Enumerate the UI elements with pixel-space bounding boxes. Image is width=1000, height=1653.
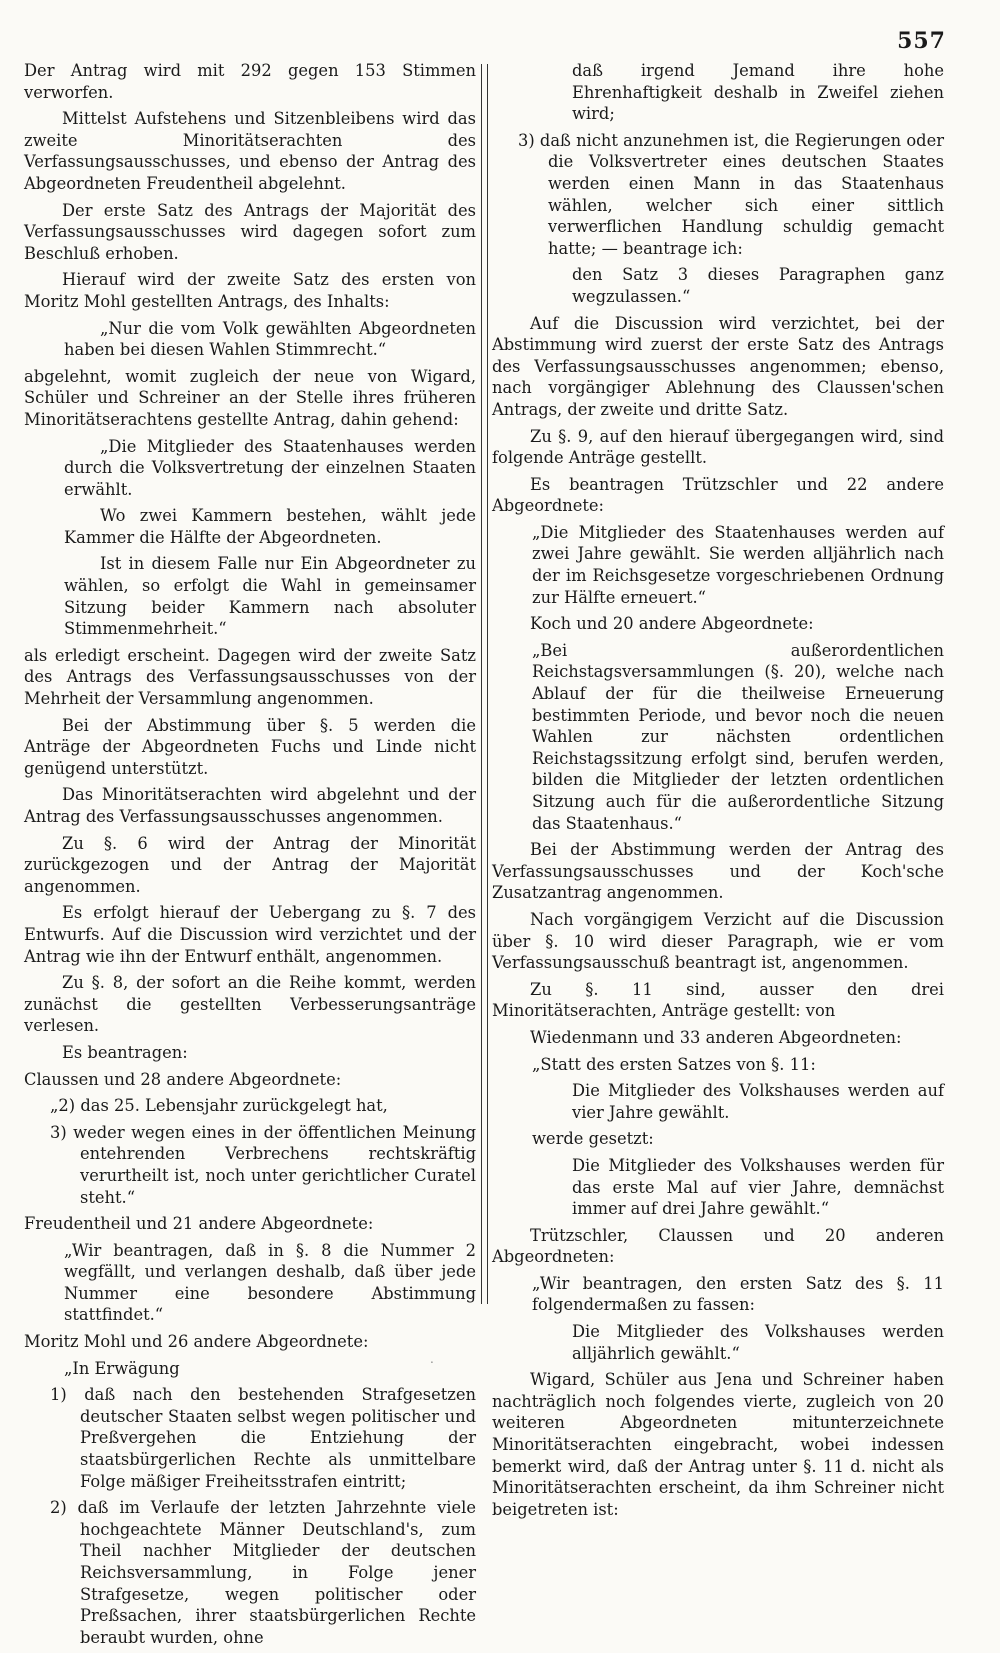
paragraph: Wo zwei Kammern bestehen, wählt jede Kammer die Hälfte der Abgeordneten. <box>64 506 476 547</box>
paragraph: Mittelst Aufstehens und Sitzenbleibens wird das zweite Minoritätserachten des Verfassungsausschusses, und ebenso der Antrag des Abgeordneten Freudentheil abgelehnt. <box>24 109 476 193</box>
paragraph: Trützschler, Claussen und 20 anderen Abgeordneten: <box>492 1225 944 1267</box>
paragraph: Die Mitglieder des Volkshauses werden auf vier Jahre gewählt. <box>572 1081 944 1122</box>
paragraph: Nach vorgängigem Verzicht auf die Discussion über §. 10 wird dieser Paragraph, wie er vom Verfassungsausschuß beantragt ist, angenommen. <box>492 909 944 973</box>
paragraph: Auf die Discussion wird verzichtet, bei der Abstimmung wird zuerst der erste Satz des Antrags des Verfassungsausschusses angenommen; ebenso, nach vorgängiger Ablehnung des Claussen'schen Antrags, der zweite und dritte Satz. <box>492 313 944 419</box>
paragraph: Zu §. 6 wird der Antrag der Minorität zurückgezogen und der Antrag der Majorität angenommen. <box>24 833 476 896</box>
paragraph: Claussen und 28 andere Abgeordnete: <box>24 1069 342 1089</box>
paragraph: Freudentheil und 21 andere Abgeordnete: <box>24 1214 374 1234</box>
paragraph: Wiedenmann und 33 anderen Abgeordneten: <box>530 1027 902 1047</box>
paragraph: „2) das 25. Lebensjahr zurückgelegt hat, <box>50 1096 388 1116</box>
paragraph: „Nur die vom Volk gewählten Abgeordneten haben bei diesen Wahlen Stimmrecht.“ <box>64 318 476 360</box>
paragraph: Die Mitglieder des Volkshauses werden alljährlich gewählt.“ <box>572 1322 944 1363</box>
paragraph: Zu §. 8, der sofort an die Reihe kommt, werden zunächst die gestellten Verbesserungsanträge verlesen. <box>24 973 476 1036</box>
paragraph: Bei der Abstimmung über §. 5 werden die Anträge der Abgeordneten Fuchs und Linde nicht genügend unterstützt. <box>24 715 476 778</box>
paragraph: 3) weder wegen eines in der öffentlichen Meinung entehrenden Verbrechens rechtskräftig verurtheilt ist, noch unter gerichtlicher Curatel steht.“ <box>50 1122 476 1207</box>
paragraph: „In Erwägung <box>64 1358 180 1378</box>
paragraph: werde gesetzt: <box>532 1129 654 1149</box>
paragraph: „Statt des ersten Satzes von §. 11: <box>532 1054 816 1074</box>
paragraph: Zu §. 9, auf den hierauf übergegangen wird, sind folgende Anträge gestellt. <box>492 426 944 468</box>
page-number: 557 <box>897 28 946 54</box>
footer-mark: . <box>430 1352 434 1366</box>
paragraph: „Bei außerordentlichen Reichstagsversammlungen (§. 20), welche nach Ablauf der für die theilweise Erneuerung bestimmten Periode, und bevor noch die neuen Wahlen zur nächsten ordentlichen Reichstagssitzung erfolgt sind, berufen werden, bilden die Mitglieder der letzten ordentlichen Sitzung auch für die außerordentliche Sitzung das Staatenhaus.“ <box>532 640 944 833</box>
paragraph: abgelehnt, womit zugleich der neue von Wigard, Schüler und Schreiner an der Stelle ihres früheren Minoritätserachtens gestellte Antrag, dahin gehend: <box>24 366 476 429</box>
paragraph: 1) daß nach den bestehenden Strafgesetzen deutscher Staaten selbst wegen politischer und Preßvergehen die Entziehung der staatsbürgerlichen Rechte als unmittelbare Folge mäßiger Freiheitsstrafen eintritt; <box>50 1385 476 1491</box>
paragraph: daß irgend Jemand ihre hohe Ehrenhaftigkeit deshalb in Zweifel ziehen wird; <box>572 61 944 124</box>
paragraph: Bei der Abstimmung werden der Antrag des Verfassungsausschusses und der Koch'sche Zusatzantrag angenommen. <box>492 840 944 903</box>
paragraph: Die Mitglieder des Volkshauses werden für das erste Mal auf vier Jahre, demnächst immer auf drei Jahre gewählt.“ <box>572 1155 944 1219</box>
paragraph: „Wir beantragen, daß in §. 8 die Nummer 2 wegfällt, und verlangen deshalb, daß über jede Nummer eine besondere Abstimmung stattfindet.“ <box>64 1240 476 1325</box>
paragraph: „Die Mitglieder des Staatenhauses werden durch die Volksvertretung der einzelnen Staaten erwählt. <box>64 436 476 499</box>
paragraph: „Die Mitglieder des Staatenhauses werden auf zwei Jahre gewählt. Sie werden alljährlich nach der im Reichsgesetze vorgeschriebenen Ordnung zur Hälfte erneuert.“ <box>532 522 944 607</box>
left-column <box>24 60 476 1653</box>
paragraph: Es beantragen: <box>62 1042 188 1062</box>
paragraph: Es erfolgt hierauf der Uebergang zu §. 7 des Entwurfs. Auf die Discussion wird verzichtet und der Antrag wie ihn der Entwurf enthält, angenommen. <box>24 903 476 966</box>
paragraph: Das Minoritätserachten wird abgelehnt und der Antrag des Verfassungsausschusses angenommen. <box>24 785 476 826</box>
paragraph: Moritz Mohl und 26 andere Abgeordnete: <box>24 1332 369 1352</box>
paragraph: Es beantragen Trützschler und 22 andere Abgeordnete: <box>492 474 944 516</box>
paragraph: Der erste Satz des Antrags der Majorität des Verfassungsausschusses wird dagegen sofort zum Beschluß erhoben. <box>24 200 476 263</box>
right-column <box>492 60 944 1525</box>
paragraph: Ist in diesem Falle nur Ein Abgeordneter zu wählen, so erfolgt die Wahl in gemeinsamer Sitzung beider Kammern nach absoluter Stimmenmehrheit.“ <box>64 554 476 639</box>
column-divider <box>481 64 488 1304</box>
paragraph: 3) daß nicht anzunehmen ist, die Regierungen oder die Volksvertreter eines deutschen Staates werden einen Mann in das Staatenhaus wählen, welcher sich einer sittlich verwerflichen Handlung schuldig gemacht hatte; — beantrage ich: <box>518 130 944 258</box>
paragraph: Der Antrag wird mit 292 gegen 153 Stimmen verworfen. <box>24 61 476 102</box>
paragraph: Hierauf wird der zweite Satz des ersten von Moritz Mohl gestellten Antrags, des Inhalts: <box>24 270 476 311</box>
paragraph: Wigard, Schüler aus Jena und Schreiner haben nachträglich noch folgendes vierte, zugleich von 20 weiteren Abgeordneten mitunterzeichnete Minoritätserachten eingebracht, wobei indessen bemerkt wird, daß der Antrag unter §. 11 d. nicht als Minoritätserachten erscheint, da ihm Schreiner nicht beigetreten ist: <box>492 1370 944 1519</box>
paragraph: 2) daß im Verlaufe der letzten Jahrzehnte viele hochgeachtete Männer Deutschland's, zum Theil nachher Mitglieder der deutschen Reichsversammlung, in Folge jener Strafgesetze, wegen politischer oder Preßsachen, ihrer staatsbürgerlichen Rechte beraubt wurden, ohne <box>50 1498 476 1647</box>
paragraph: Koch und 20 andere Abgeordnete: <box>530 614 814 634</box>
paragraph: den Satz 3 dieses Paragraphen ganz wegzulassen.“ <box>572 265 944 306</box>
paragraph: „Wir beantragen, den ersten Satz des §. 11 folgendermaßen zu fassen: <box>532 1273 944 1315</box>
paragraph: als erledigt erscheint. Dagegen wird der zweite Satz des Antrags des Verfassungsausschusses von der Mehrheit der Versammlung angenommen. <box>24 645 476 709</box>
paragraph: Zu §. 11 sind, ausser den drei Minoritätserachten, Anträge gestellt: von <box>492 979 944 1021</box>
